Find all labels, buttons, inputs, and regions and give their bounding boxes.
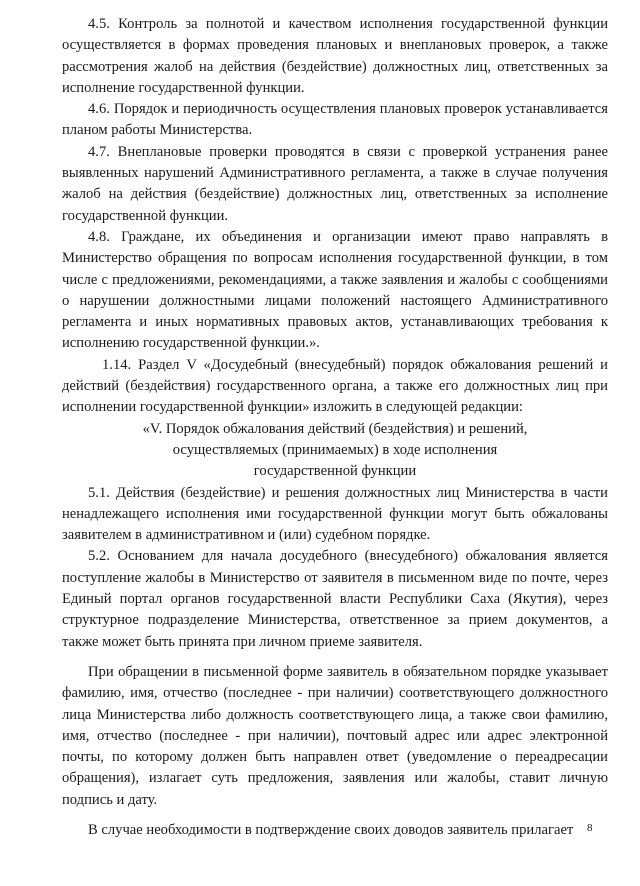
document-body xyxy=(62,14,608,841)
paragraph-written-appeal: При обращении в письменной форме заявитель в обязательном порядке указывает фамилию, имя, отчество (последнее - при наличии) соответствующего должностного лица Министерства либо должность соответствующего лица, а также свои фамилию, имя, отчество (последнее - при наличии), почтовый адрес или адрес электронной почты, по которому должен быть направлен ответ (уведомление о переадресации обращения), излагает суть предложения, заявления или жалобы, ставит личную подпись и дату. xyxy=(62,663,608,808)
section-heading xyxy=(62,419,608,483)
paragraph-4-7: 4.7. Внеплановые проверки проводятся в связи с проверкой устранения ранее выявленных нарушений Административного регламента, а также в случае получения жалоб на действия (бездействие) должностных лиц, ответственных за исполнение государственной функции. xyxy=(62,143,608,224)
paragraph-attachments: В случае необходимости в подтверждение своих доводов заявитель прилагает xyxy=(88,821,574,838)
paragraph-5-2: 5.2. Основанием для начала досудебного (внесудебного) обжалования является поступление жалобы в Министерство от заявителя в письменном виде по почте, через Единый портал органов государственной власти Республики Саха (Якутия), через структурное подразделение Министерства, ответственное за прием документов, а также может быть принята при личном приеме заявителя. xyxy=(62,548,608,650)
paragraph-5-1: 5.1. Действия (бездействие) и решения должностных лиц Министерства в части ненадлежащего исполнения ими государственной функции могут быть обжалованы заявителем в административном и (или) судебном порядке. xyxy=(62,484,608,544)
paragraph-1-14: 1.14. Раздел V «Досудебный (внесудебный) порядок обжалования решений и действий (бездействия) государственного органа, а также его должностных лиц при исполнении государственной функции» изложить в следующей редакции: xyxy=(62,356,608,416)
paragraph-4-5: 4.5. Контроль за полнотой и качеством исполнения государственной функции осуществляется в формах проведения плановых и внеплановых проверок, а также рассмотрения жалоб на действия (бездействие) должностных лиц, ответственных за исполнение государственной функции. xyxy=(62,16,608,96)
section-heading-line-3: государственной функции xyxy=(253,463,417,480)
section-heading-line-1: «V. Порядок обжалования действий (бездействия) и решений, xyxy=(142,420,528,437)
page-number: 8 xyxy=(587,822,593,834)
section-heading-line-2: осуществляемых (принимаемых) в ходе исполнения xyxy=(172,441,498,458)
paragraph-4-6: 4.6. Порядок и периодичность осуществления плановых проверок устанавливается планом работы Министерства. xyxy=(62,101,608,139)
paragraph-4-8: 4.8. Граждане, их объединения и организации имеют право направлять в Министерство обращения по вопросам исполнения государственной функции, в том числе с предложениями, рекомендациями, а также заявления и жалобы с сообщениями о нарушении должностными лицами положений настоящего Административного регламента и иных нормативных правовых актов, устанавливающих требования к исполнению государственной функции.». xyxy=(62,228,608,352)
